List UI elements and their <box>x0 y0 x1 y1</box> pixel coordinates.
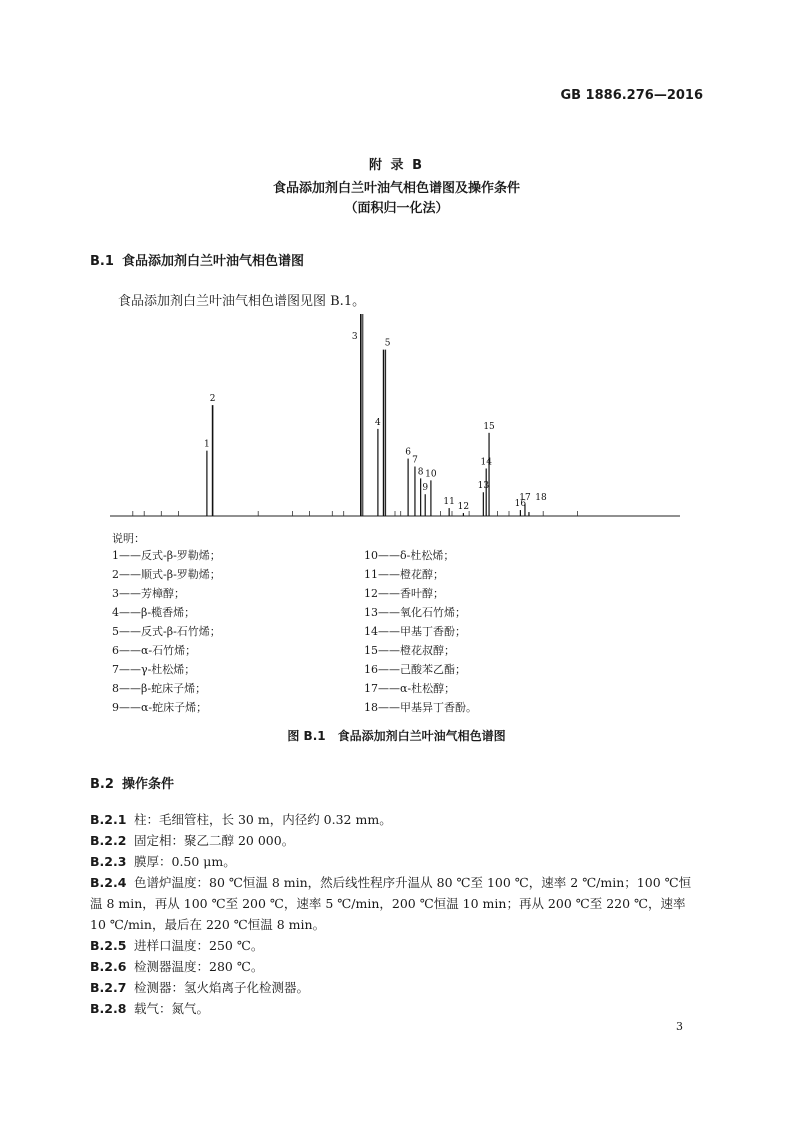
condition-number: B.2.5 <box>90 938 127 953</box>
section-title: 操作条件 <box>122 777 175 792</box>
peak-label: 18 <box>535 493 547 503</box>
peak-label: 3 <box>351 332 358 342</box>
figure-caption: 图 B.1 食品添加剂白兰叶油气相色谱图 <box>287 729 506 743</box>
legend-item: 16——己酸苯乙酯； <box>364 663 466 676</box>
condition-item <box>90 956 703 977</box>
condition-number: B.2.2 <box>90 833 127 848</box>
operating-conditions-list <box>90 809 703 1019</box>
appendix-subtitle: 食品添加剂白兰叶油气相色谱图及操作条件 <box>272 181 520 196</box>
condition-item <box>90 998 703 1019</box>
legend-item: 8——β-蛇床子烯； <box>112 682 207 695</box>
condition-number: B.2.4 <box>90 875 127 890</box>
condition-text: 检测器温度：280 ℃。 <box>134 959 264 974</box>
condition-text: 载气：氮气。 <box>134 1001 210 1016</box>
legend-item: 12——香叶醇； <box>364 587 444 600</box>
legend-right-column <box>364 546 477 717</box>
legend-item: 3——芳樟醇； <box>112 587 185 600</box>
peak-label: 16 <box>514 499 527 510</box>
condition-number: B.2.6 <box>90 959 127 974</box>
legend-item: 17——α-杜松醇； <box>364 682 456 695</box>
chromatogram-chart <box>110 312 685 524</box>
peak-label: 17 <box>519 493 531 504</box>
legend-item: 15——橙花叔醇； <box>364 644 455 657</box>
condition-item <box>90 851 703 872</box>
peak-label: 14 <box>480 457 492 468</box>
peak-label: 6 <box>405 447 411 458</box>
peak-label: 13 <box>477 481 490 492</box>
legend-item: 1——反式-β-罗勒烯； <box>112 549 221 562</box>
legend-item: 2——顺式-β-罗勒烯； <box>112 568 221 581</box>
peak-label: 11 <box>443 497 455 508</box>
peak-label: 12 <box>457 502 470 513</box>
peak-label: 8 <box>417 467 424 478</box>
appendix-title: 附 录 B <box>369 158 424 173</box>
condition-number: B.2.8 <box>90 1001 127 1016</box>
condition-item <box>90 809 703 830</box>
section-number: B.1 <box>90 254 114 269</box>
legend-item: 13——氧化石竹烯； <box>364 606 466 619</box>
page-number: 3 <box>676 1020 683 1033</box>
peak-label: 7 <box>412 455 418 466</box>
legend-item: 9——α-蛇床子烯； <box>112 701 208 714</box>
condition-item <box>90 977 703 998</box>
legend-left-column <box>112 546 221 717</box>
peak-label: 4 <box>375 417 381 428</box>
legend-title: 说明： <box>112 532 145 545</box>
section-number: B.2 <box>90 777 114 792</box>
legend-item: 6——α-石竹烯； <box>112 644 197 657</box>
legend-item: 10——δ-杜松烯； <box>364 549 455 562</box>
condition-number: B.2.3 <box>90 854 127 869</box>
condition-text: 固定相：聚乙二醇 20 000。 <box>134 833 295 848</box>
peak-label: 15 <box>483 421 495 432</box>
condition-text: 色谱炉温度：80 ℃恒温 8 min，然后线性程序升温从 80 ℃至 100 ℃，速率 2 ℃/min；100 ℃恒温 8 min，再从 100 ℃至 200 ℃，速率 5 ℃/min，200 ℃恒温 10 min；再从 200 ℃至 220 ℃，速率 10 ℃/min，最后在 220 ℃恒温 8 min。 <box>90 875 692 932</box>
legend-item: 18——甲基异丁香酚。 <box>364 701 477 714</box>
peak-label: 1 <box>204 439 210 450</box>
chromatogram-peak-labels <box>204 332 547 512</box>
legend-item: 7——γ-杜松烯； <box>112 663 196 676</box>
condition-number: B.2.1 <box>90 812 127 827</box>
condition-text: 柱：毛细管柱，长 30 m，内径约 0.32 mm。 <box>134 812 392 827</box>
chromatogram-baseline <box>110 511 680 516</box>
legend-item: 4——β-榄香烯； <box>112 606 196 619</box>
condition-text: 进样口温度：250 ℃。 <box>134 938 264 953</box>
peak-label: 10 <box>425 469 437 480</box>
condition-item <box>90 830 703 851</box>
peak-label: 9 <box>422 483 429 494</box>
standard-code: GB 1886.276—2016 <box>560 88 703 103</box>
section-b2-heading <box>90 773 174 792</box>
section-b1-heading <box>90 250 304 269</box>
condition-text: 检测器：氢火焰离子化检测器。 <box>134 980 310 995</box>
peak-label: 2 <box>209 394 216 405</box>
appendix-note: （面积归一化法） <box>344 201 449 216</box>
condition-text: 膜厚：0.50 μm。 <box>134 854 236 869</box>
condition-number: B.2.7 <box>90 980 127 995</box>
section-b1-intro: 食品添加剂白兰叶油气相色谱图见图 B.1。 <box>118 294 366 309</box>
legend-item: 11——橙花醇； <box>364 568 444 581</box>
legend-item: 14——甲基丁香酚； <box>364 625 466 638</box>
peak-label: 5 <box>384 338 391 349</box>
condition-item <box>90 935 703 956</box>
section-title: 食品添加剂白兰叶油气相色谱图 <box>122 254 305 269</box>
legend-item: 5——反式-β-石竹烯； <box>112 625 221 638</box>
condition-item <box>90 872 703 935</box>
